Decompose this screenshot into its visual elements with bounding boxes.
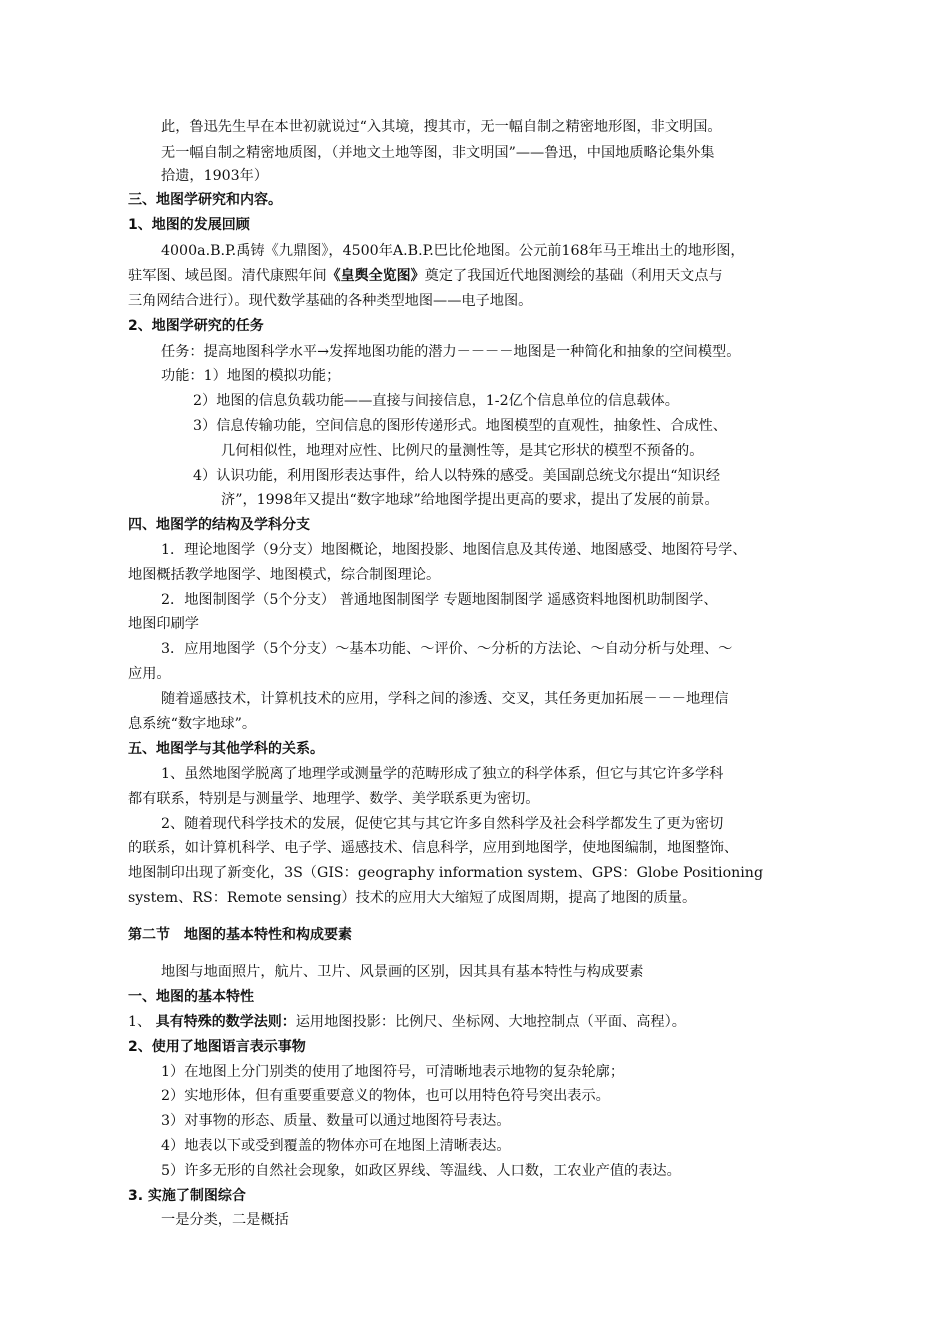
text-line: 1．理论地图学（9分支）地图概论，地图投影、地图信息及其传递、地图感受、地图符号学、 [161,542,747,558]
text-line: 应用。 [128,666,171,682]
text-line: 拾遗，1903年） [161,168,269,184]
text-line: 此，鲁迅先生早在本世初就说过“入其境，搜其市，无一幅自制之精密地形图，非文明国。 [161,119,722,135]
text-run: 1、 [128,1014,152,1030]
term-emphasis: 具有特殊的数学法则： [155,1014,296,1030]
text-line: system、RS：Remote sensing）技术的应用大大缩短了成图周期，提高了地图的质量。 [128,890,697,906]
text-line [128,1012,686,1032]
text-line: 4000a.B.P.禹铸《九鼎图》，4500年A.B.P.巴比伦地图。公元前168年马王堆出土的地形图， [161,243,745,259]
text-line [128,266,723,286]
subsection-heading: 1、地图的发展回顾 [128,217,250,233]
text-line: 4）地表以下或受到覆盖的物体亦可在地图上清晰表达。 [161,1138,511,1154]
section-heading: 五、地图学与其他学科的关系。 [128,741,324,757]
text-line: 无一幅自制之精密地质图，（并地文土地等图，非文明国”——鲁迅，中国地质略论集外集 [161,145,715,161]
text-line: 4）认识功能，利用图形表达事件，给人以特殊的感受。美国副总统戈尔提出“知识经 [193,468,721,484]
text-line: 1）在地图上分门别类的使用了地图符号，可清晰地表示地物的复杂轮廓； [161,1064,625,1080]
text-line: 地图制印出现了新变化，3S（GIS：geography information system、GPS：Globe Positioning [128,865,764,881]
text-line: 地图概括教学地图学、地图模式，综合制图理论。 [128,567,441,583]
text-line: 2）实地形体，但有重要重要意义的物体，也可以用特色符号突出表示。 [161,1088,610,1104]
text-line: 息系统“数字地球”。 [128,716,257,732]
text-line: 3．应用地图学（5个分支）～基本功能、～评价、～分析的方法论、～自动分析与处理、～ [161,641,733,657]
section-heading: 三、地图学研究和内容。 [128,192,282,208]
text-line: 随着遥感技术，计算机技术的应用，学科之间的渗透、交叉，其任务更加拓展－－－地理信 [161,691,729,707]
text-line: 地图印刷学 [128,616,199,632]
text-run: 运用地图投影：比例尺、坐标网、大地控制点（平面、高程）。 [295,1014,686,1030]
text-line: 地图与地面照片，航片、卫片、风景画的区别，因其具有基本特性与构成要素 [161,964,644,980]
subsection-heading: 2、地图学研究的任务 [128,318,264,334]
text-line: 2．地图制图学（5个分支） 普通地图制图学 专题地图制图学 遥感资料地图机助制图学、 [161,592,718,608]
section-heading: 一、地图的基本特性 [128,989,254,1005]
text-run: 奠定了我国近代地图测绘的基础（利用天文点与 [424,268,723,284]
text-line: 功能：1）地图的模拟功能； [161,368,341,384]
text-line: 的联系，如计算机科学、电子学、遥感技术、信息科学，应用到地图学，使地图编制，地图整饰、 [128,840,739,856]
text-line: 一是分类，二是概括 [161,1212,289,1228]
text-line: 3）信息传输功能，空间信息的图形传递形式。地图模型的直观性，抽象性、合成性、 [193,418,727,434]
section-heading: 四、地图学的结构及学科分支 [128,517,310,533]
text-line: 济”，1998年又提出“数字地球”给地图学提出更高的要求，提出了发展的前景。 [221,492,719,508]
text-line: 2）地图的信息负载功能——直接与间接信息，1-2亿个信息单位的信息载体。 [193,393,679,409]
text-line: 都有联系，特别是与测量学、地理学、数学、美学联系更为密切。 [128,791,540,807]
subsection-heading: 3. 实施了制图综合 [128,1188,246,1204]
chapter-section-title: 第二节 地图的基本特性和构成要素 [128,927,352,943]
text-line: 2、随着现代科学技术的发展，促使它其与其它许多自然科学及社会科学都发生了更为密切 [161,816,724,832]
text-line: 1、虽然地图学脱离了地理学或测量学的范畴形成了独立的科学体系，但它与其它许多学科 [161,766,724,782]
subsection-heading: 2、使用了地图语言表示事物 [128,1039,306,1055]
text-line: 三角网结合进行）。现代数学基础的各种类型地图——电子地图。 [128,293,533,309]
map-title-emphasis: 《皇舆全览图》 [326,268,425,284]
text-line: 5）许多无形的自然社会现象，如政区界线、等温线、人口数，工农业产值的表达。 [161,1163,681,1179]
text-run: 驻军图、域邑图。清代康熙年间 [128,268,327,284]
text-line: 任务：提高地图科学水平→发挥地图功能的潜力－－－－地图是一种简化和抽象的空间模型。 [161,344,741,360]
text-line: 3）对事物的形态、质量、数量可以通过地图符号表达。 [161,1113,511,1129]
text-line: 几何相似性，地理对应性、比例尺的量测性等，是其它形状的模型不预备的。 [221,443,704,459]
